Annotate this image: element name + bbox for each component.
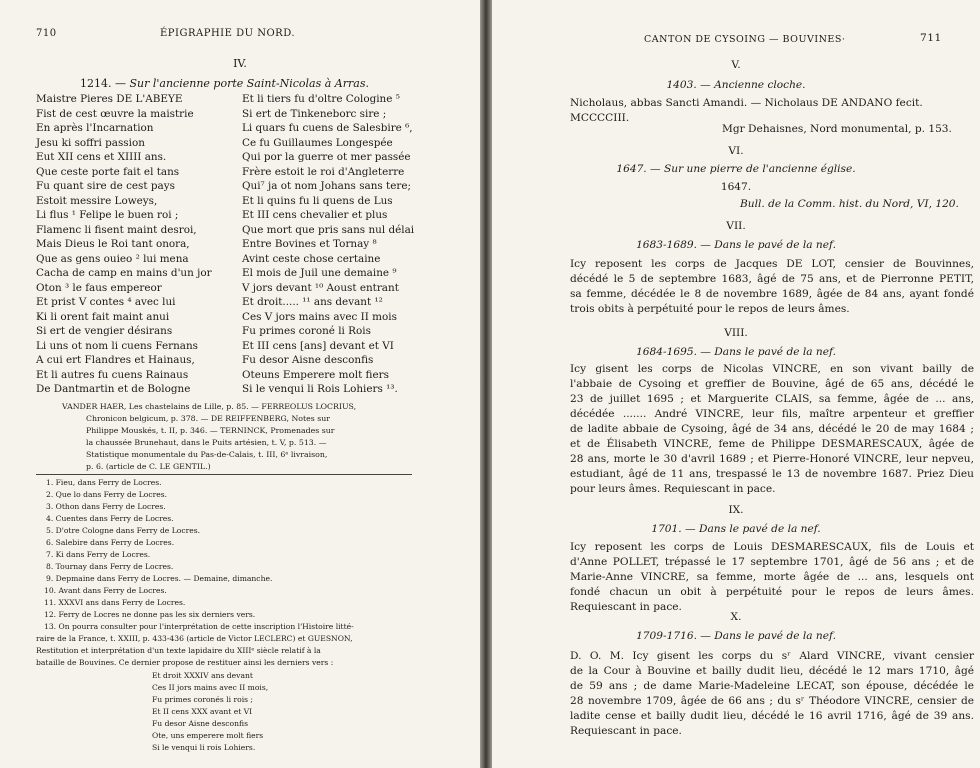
section-x-heading: X. <box>730 611 742 623</box>
book-gutter <box>480 0 492 768</box>
verse-line: Eut XII cens et XIIII ans. <box>36 151 167 163</box>
body-line: Marie-Anne VINCRE, sa femme, morte âgée de ... ans, lesquels ont <box>570 571 974 583</box>
footnote-line: 6. Salebire dans Ferry de Locres. <box>46 538 175 547</box>
body-line: et de Élisabeth VINCRE, feme de Philippe DESMARESCAUX, âgée de <box>570 438 974 450</box>
verse-line: Qui por la guerre ot mer passée <box>242 151 411 163</box>
body-line: 23 de juillet 1695 ; et Marguerite CLAIS, sa femme, âgée de ... ans, <box>570 393 974 405</box>
verse-line: Flamenc li fisent maint desroi, <box>36 223 197 236</box>
footnote-line: Restitution et interprétation d'un texte lapidaire du XIIIᵉ siècle relatif à la <box>36 646 321 655</box>
verse-line: Oteuns Emperere molt fiers <box>242 368 389 381</box>
right-running-head: CANTON DE CYSOING — BOUVINES· <box>644 34 846 45</box>
body-line: 28 novembre 1709, âgée de 66 ans ; du sʳ Théodore VINCRE, censier de <box>570 695 974 707</box>
body-line: pour leurs âmes. Requiescant in pace. <box>570 483 776 495</box>
verse-line: Jesu ki soffri passion <box>36 136 145 149</box>
left-page <box>0 0 480 768</box>
left-running-head: ÉPIGRAPHIE DU NORD. <box>160 28 296 39</box>
section-iv-heading: IV. <box>233 57 247 70</box>
section-viii-heading: VIII. <box>724 327 748 339</box>
section-v-reference: Mgr Dehaisnes, Nord monumental, p. 153. <box>722 123 952 135</box>
footnote-line: raire de la France, t. XXIII, p. 433-436 (article de Victor LECLERC) et GUESNON, <box>36 634 353 643</box>
restitution-line: Fu primes coronés li rois ; <box>152 695 253 704</box>
body-line: d'Anne POLLET, trépassé le 17 septembre 1701, âgé de 56 ans ; et de <box>570 556 974 568</box>
body-line: l'abbaie de Cysoing et greffier de Bouvine, âgé de 65 ans, décédé le <box>570 378 974 390</box>
body-line: de la Cour à Bouvine et bailly dudit lieu, décédé le 12 mars 1710, âgé <box>570 665 974 677</box>
verse-line: Fu primes coroné li Rois <box>242 325 371 337</box>
body-line: fondé chacun un obit à perpétuité pour le repos de leurs âmes. <box>570 586 974 598</box>
body-line: D. O. M. Icy gisent les corps du sʳ Alard VINCRE, vivant censier <box>570 650 974 662</box>
body-line: MCCCCIII. <box>570 112 630 124</box>
section-x-title: 1709-1716. — Dans le pavé de la nef. <box>636 630 836 642</box>
restitution-line: Et II cens XXX avant et VI <box>152 707 253 716</box>
verse-line: Cacha de camp en mains d'un jor <box>36 267 212 279</box>
body-line: trois obits à perpétuité pour le repos de leurs âmes. <box>570 303 850 315</box>
verse-line: Fist de cest œuvre la maistrie <box>36 107 194 120</box>
verse-line: Mais Dieus le Roi tant onora, <box>36 238 190 250</box>
verse-line: Fu quant sire de cest pays <box>36 180 175 192</box>
section-vi-title: 1647. — Sur une pierre de l'ancienne église. <box>616 163 856 175</box>
verse-line: Que as gens ouieo ² lui mena <box>36 252 189 265</box>
verse-line: Et li tiers fu d'oltre Cologine ⁵ <box>242 93 400 105</box>
body-line: de 59 ans ; de dame Marie-Madeleine LECAT, son épouse, décédée le <box>570 680 974 692</box>
footnote-line: 9. Depmaine dans Ferry de Locres. — Demaine, dimanche. <box>46 574 273 583</box>
reference-line: Statistique monumentale du Pas-de-Calais, t. III, 6ᵉ livraison, <box>86 450 328 459</box>
left-page-number: 710 <box>36 28 57 39</box>
verse-line: Et III cens [ans] devant et VI <box>242 339 394 352</box>
footnote-line: 8. Tournay dans Ferry de Locres. <box>46 562 174 571</box>
verse-line: Qui⁷ ja ot nom Johans sans tere; <box>242 180 411 192</box>
footnote-line: 3. Othon dans Ferry de Locres. <box>46 502 166 511</box>
body-line: Requiescant in pace. <box>570 601 682 613</box>
section-vii-heading: VII. <box>726 220 746 232</box>
body-line: Nicholaus, abbas Sancti Amandi. — Nicholaus DE ANDANO fecit. <box>570 97 923 109</box>
verse-line: Si le venqui li Rois Lohiers ¹³. <box>242 383 398 395</box>
section-ix-heading: IX. <box>728 504 744 516</box>
footnote-line: 11. XXXVI ans dans Ferry de Locres. <box>44 598 186 607</box>
verse-line: Entre Bovines et Tornay ⁸ <box>242 238 377 250</box>
section-ix-title: 1701. — Dans le pavé de la nef. <box>651 523 821 535</box>
verse-line: Que mort que pris sans nul délai <box>242 223 415 236</box>
verse-line: Ce fu Guillaumes Longespée <box>242 136 393 149</box>
right-page <box>492 0 980 768</box>
restitution-line: Fu desor Aisne desconfis <box>152 719 248 728</box>
verse-line: Fu desor Aisne desconfis <box>242 354 374 366</box>
verse-line: Et li quins fu li quens de Lus <box>242 194 393 207</box>
verse-line: Estoit messire Loweys, <box>36 194 158 207</box>
verse-line: Li uns ot nom li cuens Fernans <box>36 339 198 352</box>
footnote-line: 7. Ki dans Ferry de Locres. <box>46 550 151 559</box>
section-viii-title: 1684-1695. — Dans le pavé de la nef. <box>636 346 836 358</box>
verse-line: Maistre Pieres DE L'ABEYE <box>36 93 183 105</box>
body-line: décédé le 5 de septembre 1683, âgé de 75 ans, et de Pierronne PETIT, <box>570 273 974 285</box>
reference-line: Chronicon belgicum, p. 378. — DE REIFFENBERG, Notes sur <box>86 414 330 423</box>
footnote-line: 2. Que lo dans Ferry de Locres. <box>46 490 168 499</box>
footnote-line: 4. Cuentes dans Ferry de Locres. <box>46 514 174 523</box>
reference-line: p. 6. (article de C. LE GENTIL.) <box>86 462 211 471</box>
footnote-line: 5. D'otre Cologne dans Ferry de Locres. <box>46 526 201 535</box>
verse-line: Si ert de Tinkeneborc sire ; <box>242 107 387 120</box>
section-iv-title: 1214. — Sur l'ancienne porte Saint-Nicolas à Arras. <box>80 77 369 90</box>
verse-line: Que ceste porte fait el tans <box>36 165 180 178</box>
body-line: Icy reposent les corps de Jacques DE LOT, censier de Bouvinnes, <box>570 258 974 270</box>
body-line: Requiescant in pace. <box>570 725 682 737</box>
body-line: Icy reposent les corps de Louis DESMARESCAUX, fils de Louis et <box>570 541 974 553</box>
section-vii-title: 1683-1689. — Dans le pavé de la nef. <box>636 239 836 251</box>
right-page-number: 711 <box>920 32 942 44</box>
verse-line: Li quars fu cuens de Salesbire ⁶, <box>242 122 413 134</box>
restitution-line: Et droit XXXIV ans devant <box>152 671 253 680</box>
body-line: de ladite abbaie de Cysoing, âgé de 34 ans, décédé le 20 de may 1684 ; <box>570 423 974 435</box>
restitution-line: Ote, uns emperere molt fiers <box>152 731 264 740</box>
verse-line: A cui ert Flandres et Hainaus, <box>36 354 195 366</box>
verse-line: El mois de Juil une demaine ⁹ <box>242 267 397 279</box>
body-line: décédée ....... André VINCRE, leur fils, maître arpenteur et greffier <box>570 408 974 420</box>
section-v-heading: V. <box>731 59 741 71</box>
reference-line: la chaussée Brunehaut, dans le Puits artésien, t. V, p. 513. — <box>86 438 327 447</box>
footnote-line: 1. Fieu, dans Ferry de Locres. <box>46 478 162 487</box>
verse-line: Et droit..... ¹¹ ans devant ¹² <box>242 296 383 308</box>
section-vi-body: 1647. <box>720 181 752 193</box>
verse-line: Avint ceste chose certaine <box>242 252 381 265</box>
body-line: ladite cense et bailly dudit lieu, décédé le 16 avril 1716, âgé de 39 ans. <box>570 710 974 722</box>
body-line: 28 ans, morte le 30 d'avril 1689 ; et Pierre-Honoré VINCRE, leur nepveu, <box>570 453 974 465</box>
restitution-line: Ces II jors mains avec II mois, <box>152 683 269 692</box>
verse-line: Et III cens chevalier et plus <box>242 209 388 221</box>
verse-line: Frère estoit le roi d'Angleterre <box>242 165 405 178</box>
footnote-line: 13. On pourra consulter pour l'interprétation de cette inscription l'Histoire litté- <box>44 622 354 631</box>
verse-line: Oton ³ le faus empereor <box>36 281 162 294</box>
verse-line: Si ert de vengier désirans <box>36 325 173 337</box>
verse-line: De Dantmartin et de Bologne <box>36 383 191 395</box>
restitution-line: Si le venqui li rois Lohiers. <box>152 743 256 752</box>
verse-line: Li flus ¹ Felipe le buen roi ; <box>36 209 179 221</box>
verse-line: En après l'Incarnation <box>36 122 154 134</box>
verse-line: Ces V jors mains avec II mois <box>242 310 397 323</box>
section-vi-reference: Bull. de la Comm. hist. du Nord, VI, 120. <box>740 198 959 210</box>
footnote-line: 12. Ferry de Locres ne donne pas les six derniers vers. <box>44 610 256 619</box>
verse-line: Ki li orent fait maint anui <box>36 310 170 323</box>
section-v-title: 1403. — Ancienne cloche. <box>666 79 806 91</box>
verse-line: Et prist V contes ⁴ avec lui <box>36 296 176 308</box>
verse-line: V jors devant ¹⁰ Aoust entrant <box>242 281 399 294</box>
footnote-separator <box>36 474 412 475</box>
body-line: Icy gisent les corps de Nicolas VINCRE, en son vivant bailly de <box>570 363 974 375</box>
reference-line: Philippe Mouskés, t. II, p. 346. — TERNINCK, Promenades sur <box>86 426 335 435</box>
verse-line: Et li autres fu cuens Rainaus <box>36 368 189 381</box>
section-vi-heading: VI. <box>728 145 744 157</box>
body-line: estudiant, âgé de 11 ans, trespassé le 13 de novembre 1687. Priez Dieu <box>570 468 974 480</box>
reference-line: VANDER HAER, Les chastelains de Lille, p. 85. — FERREOLUS LOCRIUS, <box>62 402 357 411</box>
body-line: sa femme, décédée le 8 de novembre 1689, âgée de 84 ans, ayant fondé <box>570 288 974 300</box>
footnote-line: bataille de Bouvines. Ce dernier propose de restituer ainsi les derniers vers : <box>36 658 334 667</box>
footnote-line: 10. Avant dans Ferry de Locres. <box>44 586 167 595</box>
